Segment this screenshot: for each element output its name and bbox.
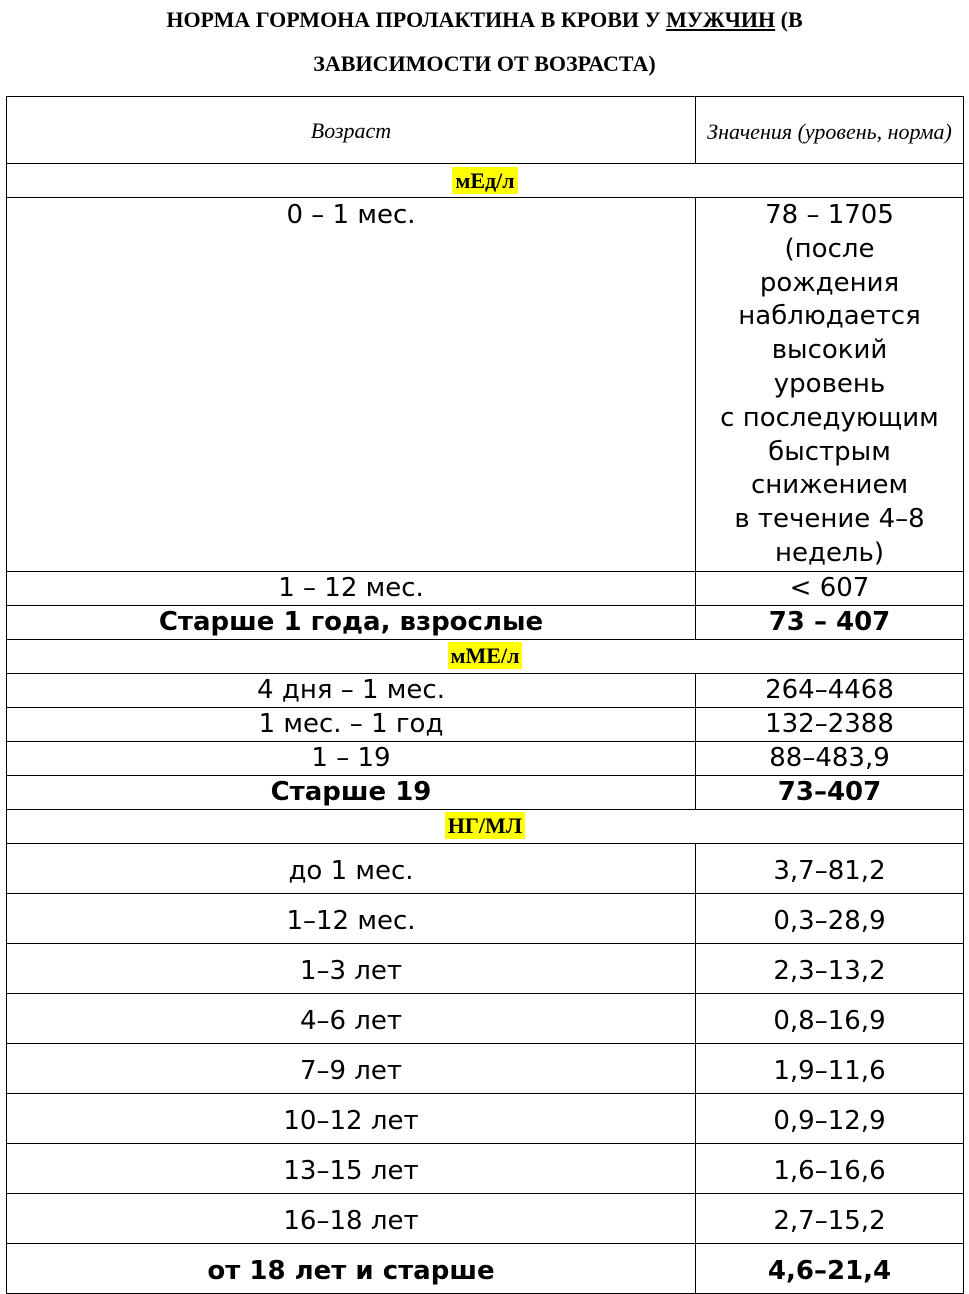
value-line: уровень — [773, 368, 886, 399]
age-cell: Старше 1 года, взрослые — [7, 605, 696, 639]
table-row — [7, 1143, 964, 1193]
table-row — [7, 571, 964, 605]
title-line-1 — [0, 0, 969, 44]
age-cell: 4–6 лет — [7, 993, 696, 1043]
value-line: рождения — [759, 267, 900, 298]
age-cell: 1–3 лет — [7, 943, 696, 993]
title-text-before: НОРМА ГОРМОНА ПРОЛАКТИНА В КРОВИ У — [166, 7, 667, 32]
table-row — [7, 893, 964, 943]
age-cell: 16–18 лет — [7, 1193, 696, 1243]
table-row — [7, 1093, 964, 1143]
value-line: 78 – 1705 — [765, 200, 894, 230]
title-underlined-word: МУЖЧИН — [666, 7, 776, 32]
document-title — [0, 0, 969, 96]
table-header-row — [7, 97, 964, 164]
value-cell: 132–2388 — [696, 707, 964, 741]
header-values: Значения (уровень, норма) — [696, 97, 964, 164]
value-line: недель) — [774, 537, 885, 568]
table-row — [7, 993, 964, 1043]
table-row — [7, 1193, 964, 1243]
table-row — [7, 843, 964, 893]
value-cell: 1,6–16,6 — [696, 1143, 964, 1193]
value-line: наблюдается — [738, 301, 921, 332]
age-cell: до 1 мес. — [7, 843, 696, 893]
age-cell: 10–12 лет — [7, 1093, 696, 1143]
unit-label-mme: мМЕ/л — [448, 642, 523, 669]
header-age: Возраст — [7, 97, 696, 164]
value-line: быстрым — [768, 436, 891, 467]
value-cell: 3,7–81,2 — [696, 843, 964, 893]
age-cell: 0 – 1 мес. — [7, 198, 696, 572]
value-cell: 0,9–12,9 — [696, 1093, 964, 1143]
age-cell: от 18 лет и старше — [7, 1243, 696, 1293]
unit-row-ngml — [7, 809, 964, 843]
age-cell: Старше 19 — [7, 775, 696, 809]
age-cell: 1 – 19 — [7, 741, 696, 775]
age-cell: 1 – 12 мес. — [7, 571, 696, 605]
value-cell: 73 – 407 — [696, 605, 964, 639]
age-cell: 1 мес. – 1 год — [7, 707, 696, 741]
value-line: высокий — [771, 335, 888, 366]
value-cell: 0,3–28,9 — [696, 893, 964, 943]
table-row — [7, 707, 964, 741]
table-row — [7, 605, 964, 639]
title-line-2: ЗАВИСИМОСТИ ОТ ВОЗРАСТА) — [313, 51, 656, 76]
value-cell: 0,8–16,9 — [696, 993, 964, 1043]
table-row — [7, 943, 964, 993]
value-cell — [696, 198, 964, 572]
age-cell: 4 дня – 1 мес. — [7, 673, 696, 707]
value-cell: 264–4468 — [696, 673, 964, 707]
age-cell: 7–9 лет — [7, 1043, 696, 1093]
table-row — [7, 775, 964, 809]
value-cell: 88–483,9 — [696, 741, 964, 775]
value-cell: 73–407 — [696, 775, 964, 809]
prolactin-norms-table — [6, 96, 964, 1294]
table-row — [7, 1243, 964, 1293]
value-cell: 4,6–21,4 — [696, 1243, 964, 1293]
age-cell: 13–15 лет — [7, 1143, 696, 1193]
unit-label-ngml: НГ/МЛ — [445, 812, 525, 839]
value-line: в течение 4–8 — [734, 504, 925, 535]
value-cell: 2,7–15,2 — [696, 1193, 964, 1243]
table-row — [7, 741, 964, 775]
value-line: с последующим — [720, 402, 939, 433]
table-row — [7, 673, 964, 707]
value-line: (после — [784, 233, 875, 264]
unit-row-med — [7, 164, 964, 198]
value-line: снижением — [750, 470, 909, 501]
unit-row-mme — [7, 639, 964, 673]
unit-label-med: мЕд/л — [452, 167, 517, 194]
value-cell: 2,3–13,2 — [696, 943, 964, 993]
value-cell: < 607 — [696, 571, 964, 605]
value-cell: 1,9–11,6 — [696, 1043, 964, 1093]
age-cell: 1–12 мес. — [7, 893, 696, 943]
table-row — [7, 198, 964, 572]
title-text-after: (В — [775, 7, 803, 32]
table-row — [7, 1043, 964, 1093]
